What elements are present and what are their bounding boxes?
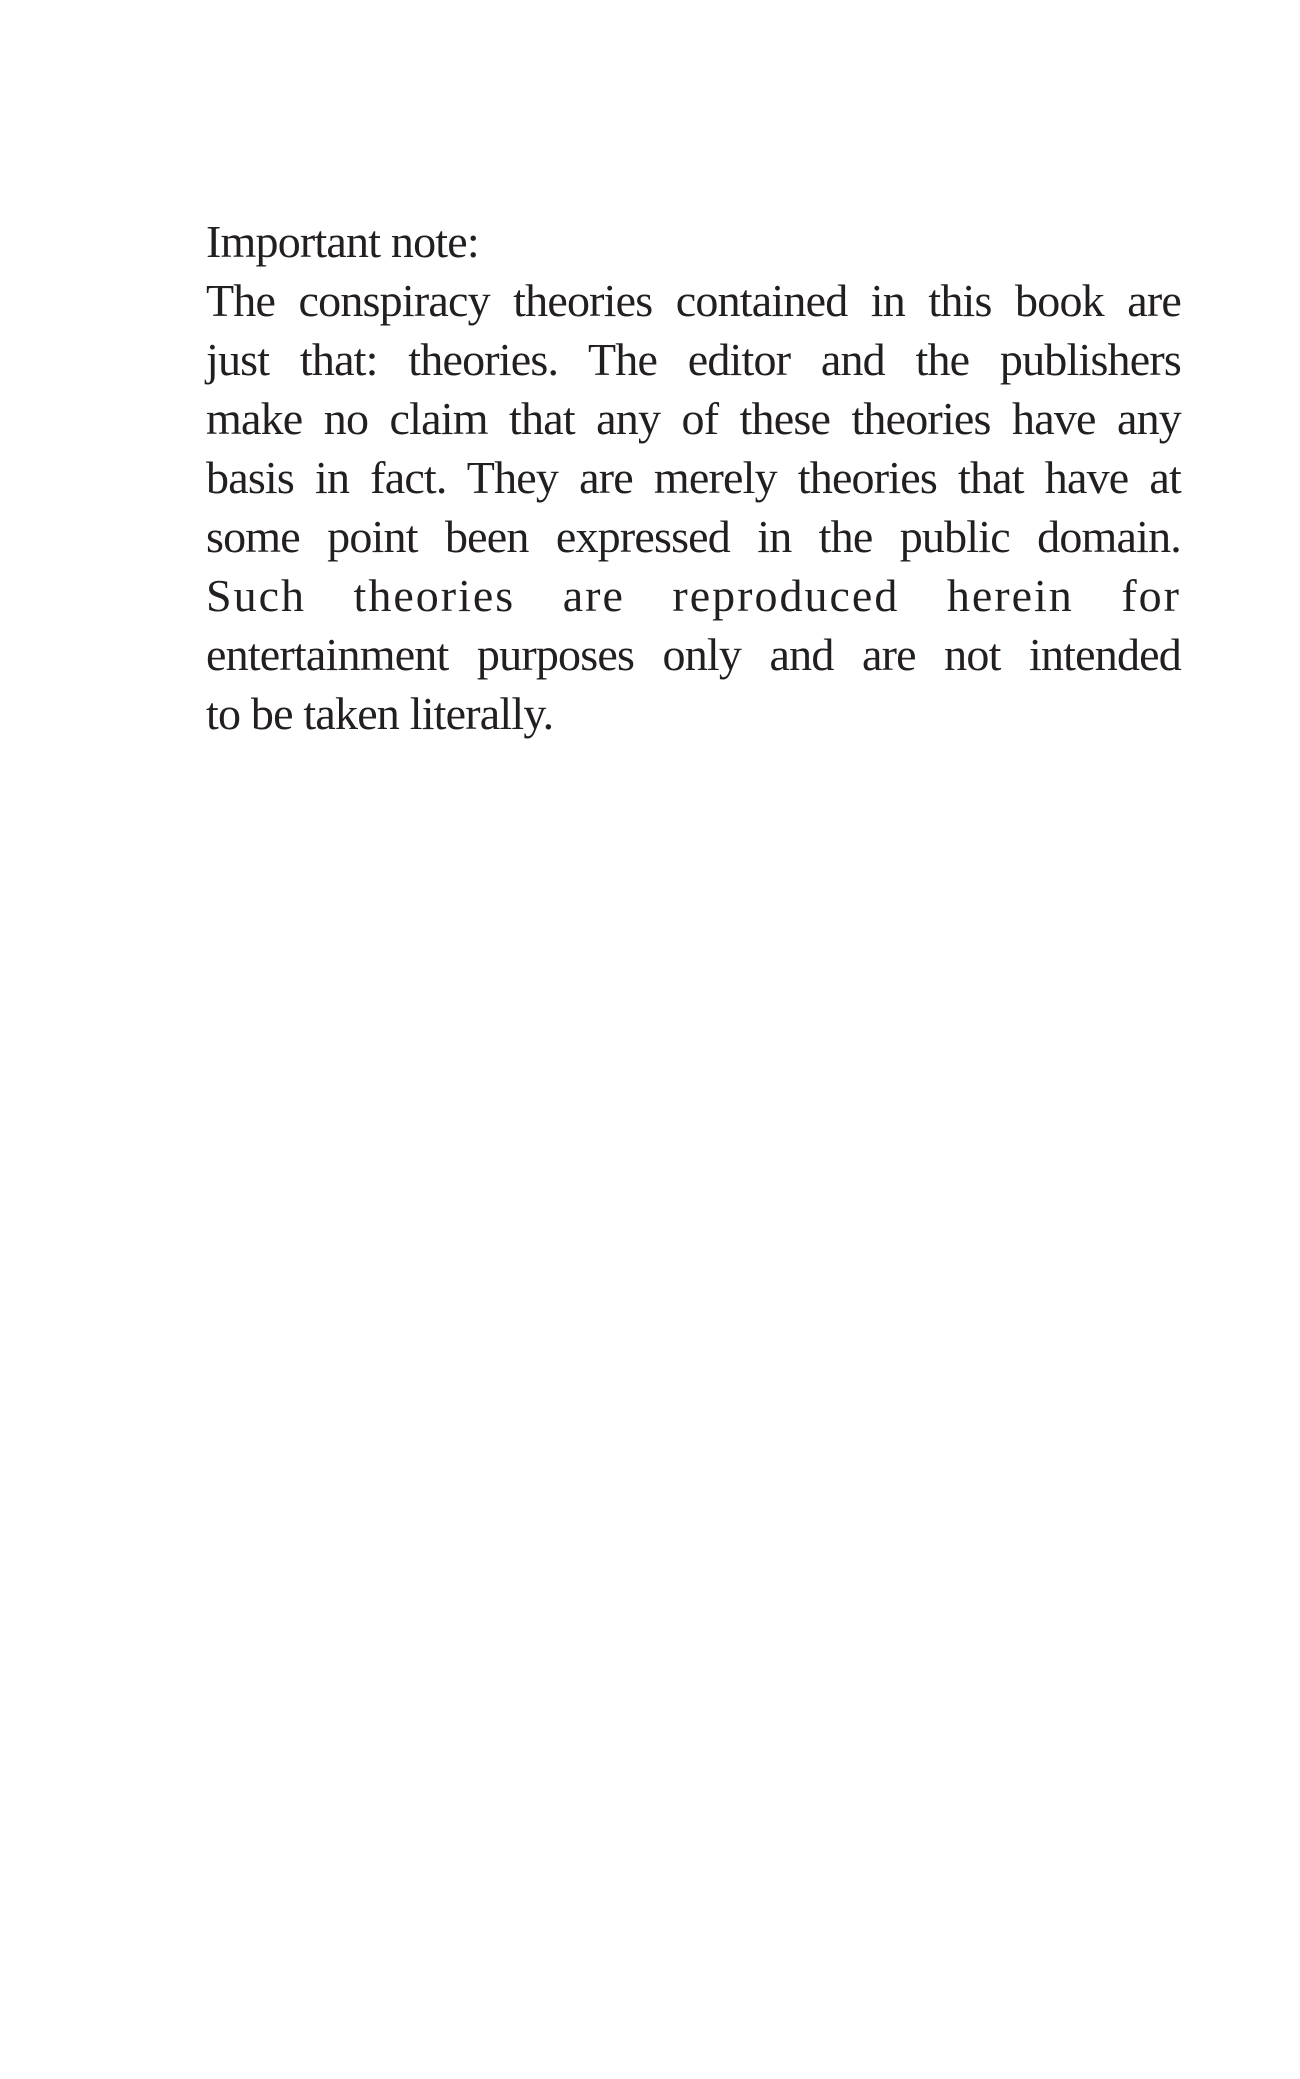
note-heading: Important note: bbox=[206, 216, 479, 267]
note-line: some point been expressed in the public domain. bbox=[206, 511, 1181, 562]
disclaimer-note bbox=[206, 212, 1181, 743]
note-line: Such theories are reproduced herein for bbox=[206, 570, 1181, 621]
note-line: make no claim that any of these theories have any bbox=[206, 393, 1181, 444]
note-line: basis in fact. They are merely theories that have at bbox=[206, 452, 1181, 503]
note-line: The conspiracy theories contained in this book are bbox=[206, 275, 1181, 326]
note-line: to be taken literally. bbox=[206, 688, 554, 739]
note-line: just that: theories. The editor and the publishers bbox=[206, 334, 1181, 385]
note-line: entertainment purposes only and are not intended bbox=[206, 629, 1181, 680]
